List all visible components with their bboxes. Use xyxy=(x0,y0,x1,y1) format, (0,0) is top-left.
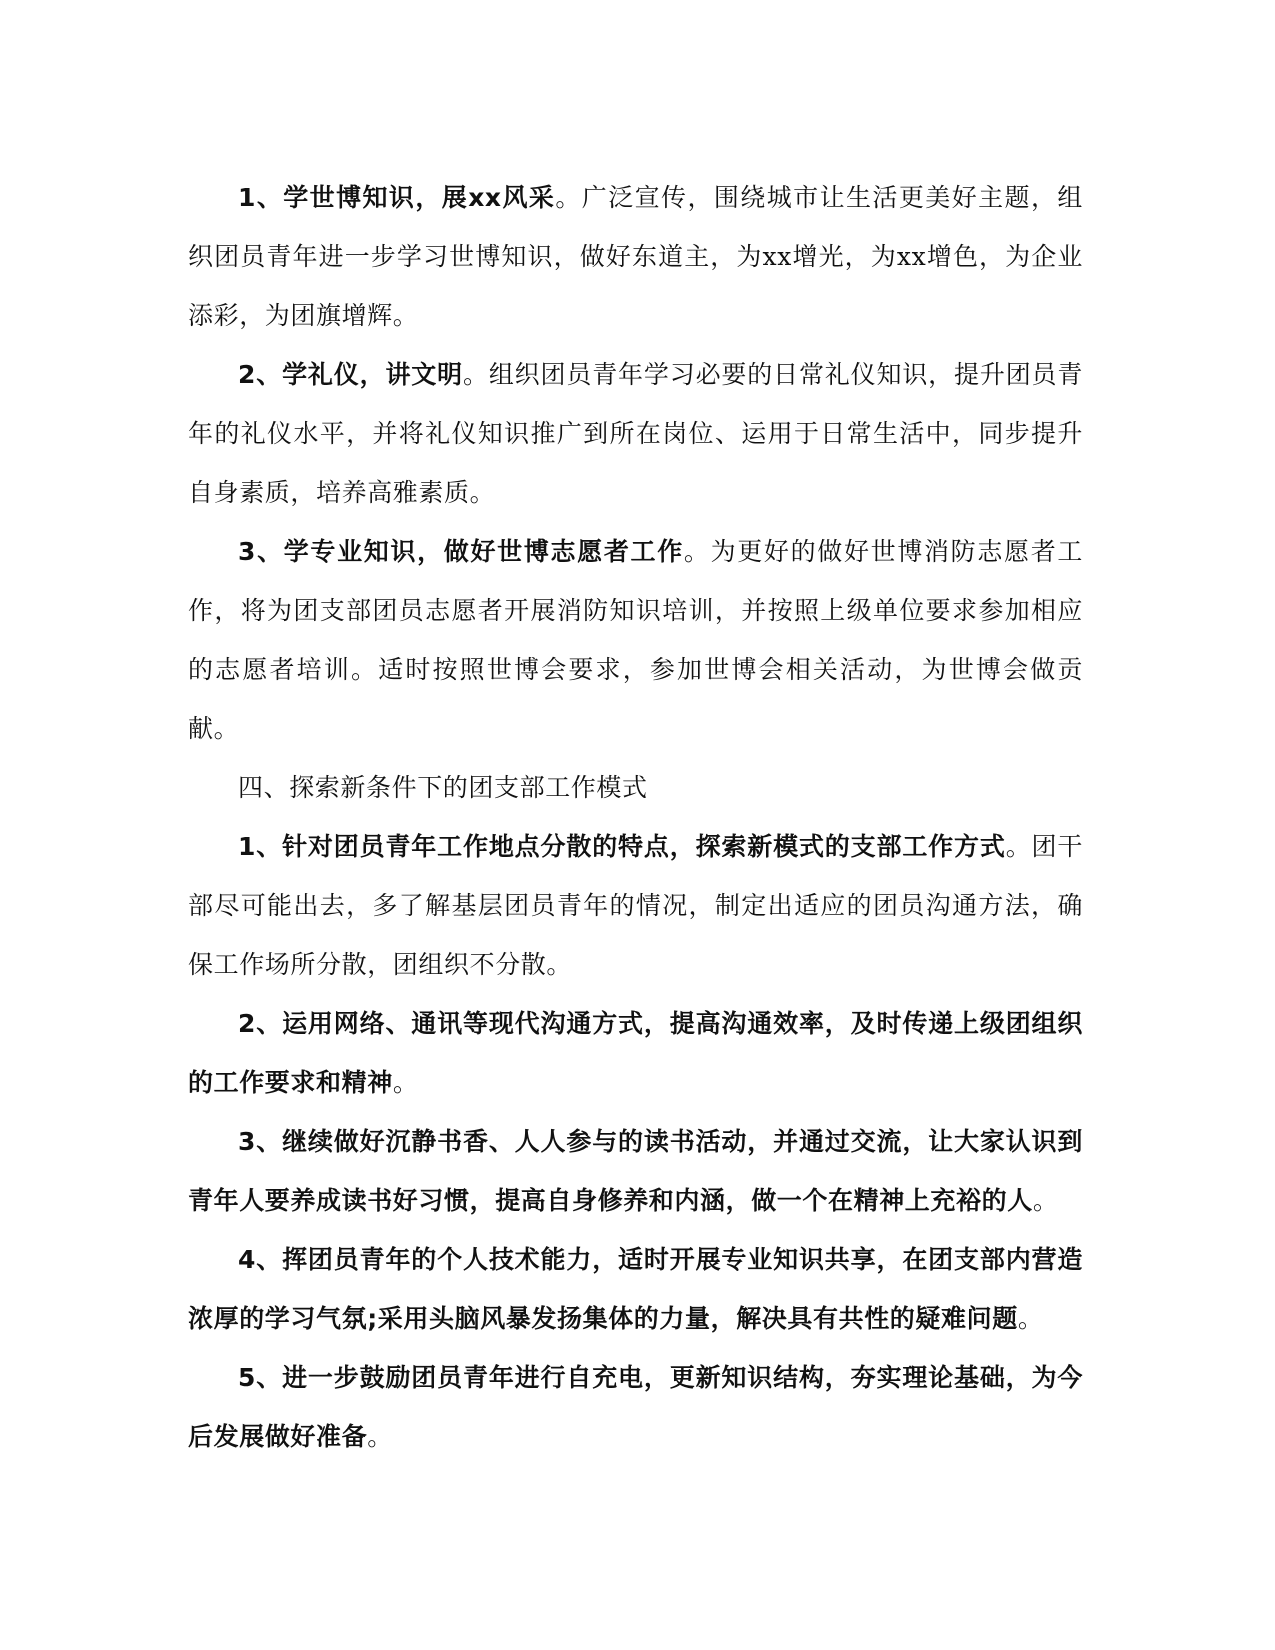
paragraph-lead: 4、挥团员青年的个人技术能力，适时开展专业知识共享，在团支部内营造浓厚的学习气氛;采用头脑风暴发扬集体的力量，解决具有共性的疑难问题 xyxy=(188,1245,1083,1333)
section-paragraph-3 xyxy=(188,1112,1083,1230)
paragraph-2 xyxy=(188,345,1083,522)
paragraph-lead: 1、针对团员青年工作地点分散的特点，探索新模式的支部工作方式 xyxy=(238,832,1006,861)
section-heading: 四、探索新条件下的团支部工作模式 xyxy=(238,773,648,802)
paragraph-lead: 3、学专业知识，做好世博志愿者工作 xyxy=(238,537,684,566)
paragraph-text: 。团干部尽可能出去，多了解基层团员青年的情况，制定出适应的团员沟通方法，确保工作场所分散，团组织不分散。 xyxy=(188,832,1083,979)
paragraph-text: 。 xyxy=(1032,1186,1059,1215)
section-paragraph-2 xyxy=(188,994,1083,1112)
paragraph-lead: 1、学世博知识，展xx风采 xyxy=(238,183,556,212)
section-paragraph-1 xyxy=(188,817,1083,994)
paragraph-text: 。广泛宣传，围绕城市让生活更美好主题，组织团员青年进一步学习世博知识，做好东道主，为xx增光，为xx增色，为企业添彩，为团旗增辉。 xyxy=(188,183,1083,330)
paragraph-text: 。组织团员青年学习必要的日常礼仪知识，提升团员青年的礼仪水平，并将礼仪知识推广到所在岗位、运用于日常生活中，同步提升自身素质，培养高雅素质。 xyxy=(188,360,1084,507)
document-body xyxy=(188,168,1083,1466)
paragraph-lead: 5、进一步鼓励团员青年进行自充电，更新知识结构，夯实理论基础，为今后发展做好准备 xyxy=(188,1363,1083,1451)
paragraph-1 xyxy=(188,168,1083,345)
paragraph-lead: 3、继续做好沉静书香、人人参与的读书活动，并通过交流，让大家认识到青年人要养成读书好习惯，提高自身修养和内涵，做一个在精神上充裕的人 xyxy=(188,1127,1083,1215)
paragraph-text: 。 xyxy=(367,1422,393,1451)
section-paragraph-4 xyxy=(188,1230,1083,1348)
section-paragraph-5 xyxy=(188,1348,1083,1466)
paragraph-text: 。 xyxy=(1017,1304,1044,1333)
paragraph-text: 。为更好的做好世博消防志愿者工作，将为团支部团员志愿者开展消防知识培训，并按照上级单位要求参加相应的志愿者培训。适时按照世博会要求，参加世博会相关活动，为世博会做贡献。 xyxy=(188,537,1083,743)
paragraph-text: 。 xyxy=(392,1068,419,1097)
paragraph-lead: 2、运用网络、通讯等现代沟通方式，提高沟通效率，及时传递上级团组织的工作要求和精神 xyxy=(188,1009,1083,1097)
paragraph-3 xyxy=(188,522,1083,758)
paragraph-lead: 2、学礼仪，讲文明 xyxy=(238,360,463,389)
